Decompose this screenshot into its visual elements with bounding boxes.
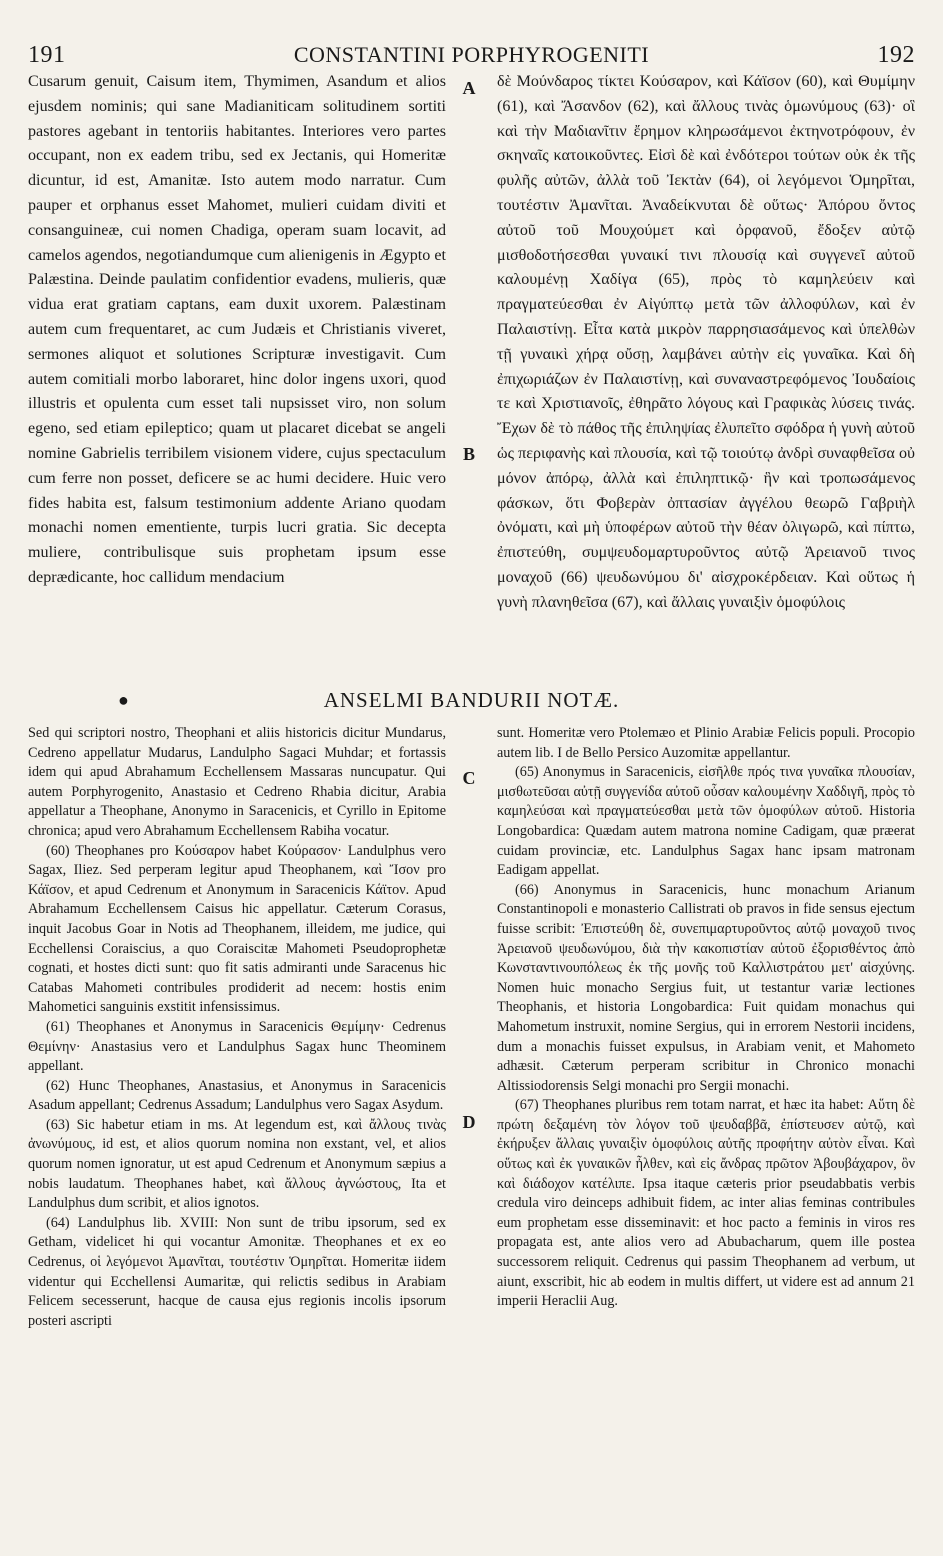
notes-left-column [28,724,446,1331]
note-paragraph: Sed qui scriptori nostro, Theophani et aliis historicis dicitur Mundarus, Cedreno appellatur Mudarus, Landulpho Sagaci Muhdar; et fortassis idem qui apud Abrahamum Ecchellensem Massaras nuncupatur. Qui autem Porphyrogenito, Anastasio et Cedreno Rhabia dicitur, Arabia appellatur a Theophane, Anonymo in Saracenicis, et Cyrillo in Epitome chronica; apud vero Abrahamum Ecchellensem Rabiha vocatur. [28,725,446,839]
margin-letter-c: C [462,768,476,788]
note-65: (65) Anonymus in Saracenicis, εἰσῆλθε πρός τινα γυναῖκα πλουσίαν, μισθωτεῦσαι αὐτῇ συγγενίδα αὐτοῦ οὖσαν καλουμένην Χαδδιγῆ, πρὸς τὸ καμηλεύσαι καὶ πραγματεύεσθαι μετὰ τῶν ὁμοφύλων αὐτοῦ. Historia Longobardica: Quædam autem matrona nomine Cadigam, quæ præerat cuidam provinciæ, etc. Landulphus Sagax hanc ipsam matronam Eadigam appellat. [497,764,915,879]
note-64-continued: sunt. Homeritæ vero Ptolemæo et Plinio Arabiæ Felicis populi. Procopio autem lib. I de Bello Persico Auzomitæ appellantur. [497,725,915,761]
latin-column [28,70,446,616]
note-66: (66) Anonymus in Saracenicis, hunc monachum Arianum Constantinopoli e monasterio Callistrati ob pravos in fide sensus ejectum fuisse scribit: Ἐπιστεύθη δὲ, συνεπιμαρτυροῦντος αὐτῷ μοναχοῦ τινος Ἀρειανοῦ ψευδωνύμου, διὰ τὴν κακοπιστίαν αὐτοῦ ἐξορισθέντος ἀπὸ Κωνσταντινουπόλεως ἐκ τῆς μονῆς τοῦ Καλλιστράτου μετ' αἰσχύνης. Nomen huic monacho Sergius fuit, ut testantur variæ lectiones Theophanis, et historia Longobardica: Fuit quidam monachus qui Mahometum instruxit, nomine Sergius, qui in errorem Nestorii incidens, dum a monachis fuisset expulsus, in Arabiam venit, et Mahometo adhæsit. Cæterum perperam scribitur in Chronico monachi Altissiodorensis Selgi monachi pro Sergii monachi. [497,881,915,1094]
main-text [28,70,915,616]
greek-column [497,70,915,616]
margin-letter-b: B [462,444,475,464]
notes-right-column [497,724,915,1331]
note-61: (61) Theophanes et Anonymus in Saracenicis Θεμίμην· Cedrenus Θεμίνην· Anastasius vero et Landulphus Sagax hunc Theominem appellant. [28,1018,446,1075]
page-number-left: 191 [28,41,66,68]
margin-letter-d: D [462,1112,476,1132]
notes-heading [28,688,915,722]
notes-heading-text: ANSELMI BANDURII NOTÆ. [323,688,620,712]
note-67: (67) Theophanes pluribus rem totam narrat, et hæc ita habet: Αὕτη δὲ πρώτη δεξαμένη τὸν λόγον τοῦ ψευδαββᾶ, ἐπίστευσεν αὐτῷ, καὶ ἐκήρυξεν ἄλλαις γυναιξὶν ὁμοφύλοις αὐτῆς προφήτην αὐτὸν εἶναι. Καὶ οὕτως καὶ ἐκ γυναικῶν ἦλθεν, καὶ εἰς ἄνδρας πρῶτον Ἀβουβάχαρον, ὃν καὶ διάδοχον κατέλιπε. Ipsa itaque cæteris prior pseudabbatis verbis credula viro deinceps adhibuit fidem, ac inter alias feminas contribules eum prophetam esse disseminavit: et hoc pacto a feminis in viros res propagata est, ante alios vero ad Abubacharum, quem ille postea successorem reliquit. Cedrenus qui passim Theophanem ad verbum, ut aiunt, exscribit, hic ab eodem in multis differt, ut videre est ad annum 21 imperii Heraclii Aug. [497,1097,915,1310]
notes-section [28,724,915,1331]
note-62: (62) Hunc Theophanes, Anastasius, et Anonymus in Saracenicis Asadum appellant; Cedrenus Assadum; Landulphus vero Sagax Asydum. [28,1077,446,1114]
greek-text: δὲ Μούνδαρος τίκτει Κούσαρον, καὶ Κάϊσον (60), καὶ Θυμίμην (61), καὶ Ἄσανδον (62), καὶ ἄλλους τινὰς ὁμωνύμους (63)· οἳ καὶ τὴν Μαδιανῖτιν ἔρημον κληρωσάμενοι ἐκτηνοτρόφουν, ἐν σκηναῖς κατοικοῦντες. Εἰσὶ δὲ καὶ ἐνδότεροι τούτων οὐκ ἐκ τῆς φυλῆς αὐτῶν, ἀλλὰ τοῦ Ἰεκτὰν (64), οἱ λεγόμενοι Ὁμηρῖται, τουτέστιν Ἀμανῖται. Ἀναδείκνυται δὲ οὕτως· Ἀπόρου ὄντος αὐτοῦ τοῦ Μουχούμετ καὶ ὀρφανοῦ, ἔδοξεν αὐτῷ μισθοδοτήσεσθαι γυναικί τινι πλουσίᾳ καὶ συγγενεῖ αὐτοῦ καλουμένῃ Χαδίγα (65), πρὸς τὸ καμηλεύειν καὶ πραγματεύεσθαι ἐν Αἰγύπτῳ μετὰ τῶν ἀλλοφύλων, καὶ ἐν Παλαιστίνῃ. Εἶτα κατὰ μικρὸν παρρησιασάμενος καὶ ὑπελθὼν τῇ γυναικὶ χήρᾳ οὔσῃ, λαμβάνει αὐτὴν εἰς γυναῖκα. Καὶ δὴ ἐπιχωριάζων ἐν Παλαιστίνῃ, καὶ συναναστρεφόμενος Ἰουδαίοις τε καὶ Χριστιανοῖς, ἐθηρᾶτο λόγους καὶ Γραφικὰς λύσεις τινάς. Ἔχων δὲ τὸ πάθος τῆς ἐπιληψίας ἐλυπεῖτο σφόδρα ἡ γυνὴ αὐτοῦ ὡς περιφανὴς καὶ πλουσία, καὶ τῷ τοιούτῳ ἀνδρὶ συναφθεῖσα οὐ μόνον ἀπόρῳ, ἀλλὰ καὶ ἐπιληπτικῷ· ἣν καὶ τροπωσάμενος φάσκων, ὅτι Φοβερὰν ὀπτασίαν ἀγγέλου θεωρῶ Γαβριὴλ ὀνόματι, καὶ μὴ ὑποφέρων αὐτοῦ τὴν θέαν ὀλιγωρῶ, καὶ πίπτω, ἐπιστεύθη, συμψευδομαρτυροῦντος αὐτῷ Ἀρειανοῦ τινος μοναχοῦ (66) ψευδωνύμου δι' αἰσχροκέρδειαν. Καὶ οὕτως ἡ γυνὴ πλανηθεῖσα (67), καὶ ἄλλαις γυναιξὶν ὁμοφύλοις [497,73,915,611]
latin-text: Cusarum genuit, Caisum item, Thymimen, Asandum et alios ejusdem nominis; qui sane Madianiticam solitudinem sortiti pastores agebant in tentoriis habitantes. Interiores vero partes occupant, non ex eadem tribu, sed ex Jectanis, qui Homeritæ dicuntur, id est, Amanitæ. Isto autem modo narratur. Cum pauper et orphanus esset Mahomet, mulieri cuidam diviti et consanguineæ, cui nomen Chadiga, operam suam locavit, ad camelos agendos, negotiandumque cum alienigenis in Ægypto et Palæstina. Deinde paulatim confidentior evadens, mulieris, quæ vidua erat gratiam captans, eam duxit uxorem. Palæstinam autem cum frequentaret, ac cum Judæis et Christianis viveret, sermones aliquot et solutiones Scripturæ investigavit. Cum autem comitiali morbo laboraret, hinc dolor ingens uxori, quod illustris et opulenta cum esset tali nupsisset viro, non solum egeno, sed etiam epileptico; quam ut placaret dicebat se angeli nomine Gabrielis terribilem visionem videre, cujus spectaculum cum ferre non posset, deficere se ac humi decidere. Huic vero fides habita est, falsum testimonium addente Ariano quodam monachi nomen ementiente, turpis lucri gratia. Sic decepta muliere, contribulisque suis prophetam ipsum esse deprædicante, hoc callidum mendacium [28,73,446,586]
running-title: CONSTANTINI PORPHYROGENITI [293,42,650,67]
note-60: (60) Theophanes pro Κούσαρον habet Κούρασον· Landulphus vero Sagax, Iliez. Sed perperam legitur apud Theophanem, καὶ Ἴσον pro Κάϊσον, et apud Cedrenum et Anonymum in Saracenicis Κάϊτον. Apud Abrahamum Ecchellensem Caisus hic appellatur. Cæterum Corasus, inquit Jacobus Goar in Notis ad Theophanem, illeidem, me judice, qui Ecchellensi Coraiscius, a quo Coraiscitæ Mahometi Pseudoprophetæ cognati, et hostes dicti sunt: quo fit satis admiranti unde Saracenus hic Catabas Mahometi contribules prodiderit ad necem: hostis enim Mahometici sanguinis exstitit infensissimus. [28,842,446,1016]
running-header [28,40,915,70]
margin-letter-a: A [462,78,476,98]
bullet-icon: ● [118,690,130,710]
page-number-right: 192 [877,41,915,68]
note-64: (64) Landulphus lib. XVIII: Non sunt de tribu ipsorum, sed ex Getham, videlicet hi qui vocantur Amonitæ. Theophanes et ex eo Cedrenus, οἱ λεγόμενοι Ἀμανῖται, τουτέστιν Ὁμηρῖται. Homeritæ iidem videntur qui Ecchellensi Aumaritæ, qui relictis sedibus in Arabiam Felicem secesserunt, hacque de causa ejus regionis incolis ipsorum posteri ascripti [28,1214,446,1329]
note-63: (63) Sic habetur etiam in ms. At legendum est, καὶ ἄλλους τινὰς ἀνωνύμους, id est, et alios quorum nomina non exstant, vel, et alios quorum nomen ignoratur, ut est apud Cedrenum et Anonymum sæpius a nobis laudatum. Theophanes habet, καὶ ἄλλους ἀγνώστους, Ita et Landulphus dum scribit, et alios ignotos. [28,1116,446,1212]
